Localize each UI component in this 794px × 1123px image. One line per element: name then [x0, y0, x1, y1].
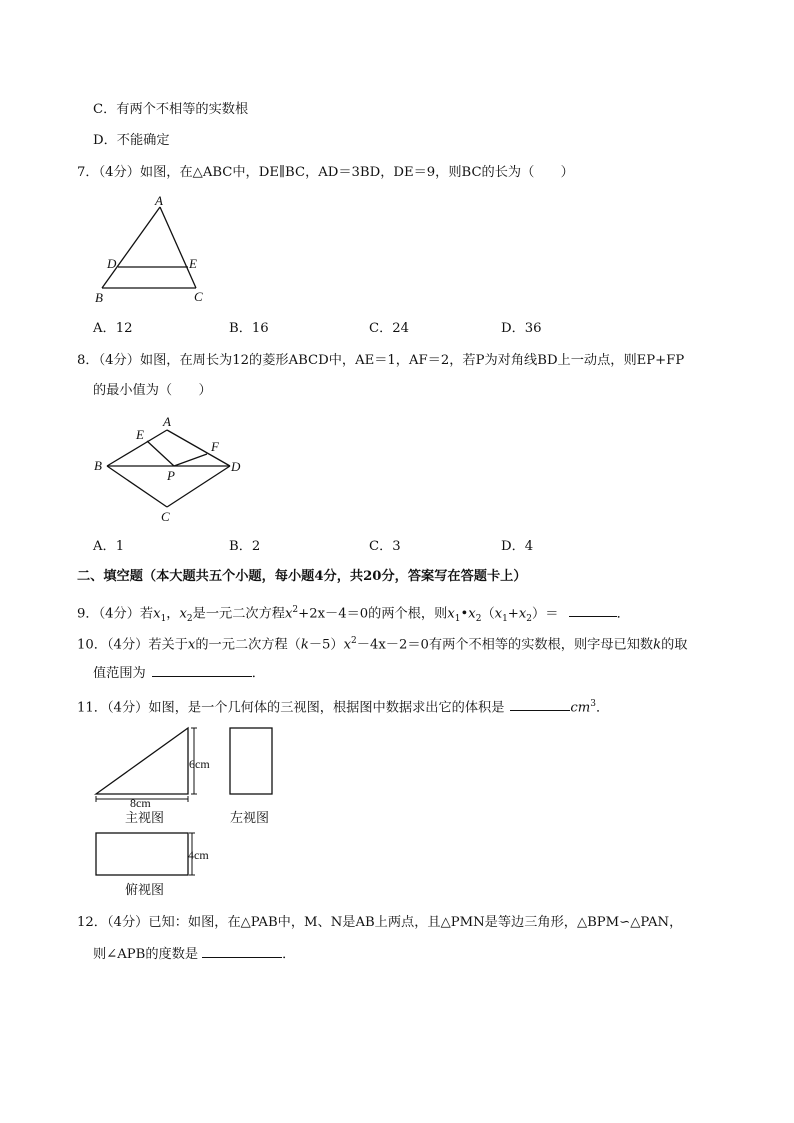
q7-option-b[interactable]: B．16 [229, 321, 269, 336]
q7-option-a[interactable]: A．12 [93, 321, 133, 336]
q6-option-c: C．有两个不相等的实数根 [93, 102, 249, 117]
q7-option-d[interactable]: D．36 [501, 321, 542, 336]
q11-three-view-figure [90, 722, 290, 882]
section2-title: 二、填空题（本大题共五个小题，每小题4分，共20分，答案写在答题卡上） [77, 569, 527, 584]
q11-height-label: 6cm [189, 757, 210, 771]
q11-caption-left: 左视图 [230, 811, 270, 826]
q8-option-d[interactable]: D．4 [501, 539, 534, 554]
q6-option-d: D．不能确定 [93, 133, 170, 148]
q11-width-label: 8cm [130, 796, 151, 810]
q7-label-d: D [107, 256, 117, 271]
q8-option-b[interactable]: B．2 [229, 539, 261, 554]
q12-answer-blank[interactable] [202, 945, 282, 958]
q8-label-c: C [161, 509, 170, 524]
q8-side-bc [107, 466, 167, 507]
q12-stem-line2: 则∠APB的度数是 ． [93, 947, 296, 962]
q11-left-view-rect [230, 728, 272, 794]
q10-answer-blank[interactable] [152, 664, 252, 677]
q8-segment-ep [147, 441, 174, 466]
q8-stem-line1: 8．（4分）如图，在周长为12的菱形ABCD中，AE＝1，AF＝2，若P为对角线BD上一动点，则EP+FP [77, 353, 685, 368]
q7-side-ab [102, 207, 160, 288]
q11-stem: 11．（4分）如图，是一个几何体的三视图，根据图中数据求出它的体积是 $cm^3$． [77, 699, 610, 716]
q7-label-a: A [155, 193, 163, 208]
q7-option-c[interactable]: C．24 [369, 321, 410, 336]
q11-front-view-triangle [96, 728, 188, 794]
q8-stem-line2: 的最小值为（ ） [93, 383, 212, 398]
q8-segment-fp [174, 454, 207, 466]
q7-side-ac [160, 207, 196, 288]
q9-stem: 9．（4分）若$x_1$，$x_2$是一元二次方程$x^2+2x-4=0$的两个根，则$x_1•x_2(x_1+x_2)=$ ． [77, 605, 630, 625]
q11-top-view-rect [96, 833, 188, 875]
q8-label-b: B [94, 458, 102, 473]
q7-label-c: C [194, 289, 203, 304]
q11-depth-label: 4cm [188, 848, 209, 862]
q12-stem-line1: 12．（4分）已知：如图，在△PAB中，M、N是AB上两点，且△PMN是等边三角形，△BPM∽△PAN， [77, 915, 683, 930]
q7-triangle-figure [90, 192, 220, 307]
q8-label-d: D [231, 459, 241, 474]
q11-caption-front: 主视图 [125, 811, 165, 826]
q8-side-cd [167, 466, 230, 507]
q7-label-e: E [189, 256, 197, 271]
q9-answer-blank[interactable] [569, 604, 617, 617]
q7-label-b: B [95, 290, 103, 305]
q11-caption-top: 俯视图 [125, 883, 165, 898]
q8-rhombus-figure [90, 410, 250, 530]
q8-option-c[interactable]: C．3 [369, 539, 401, 554]
q8-label-p: P [167, 468, 175, 483]
q11-answer-blank[interactable] [510, 698, 570, 711]
q8-label-f: F [211, 439, 219, 454]
q8-option-a[interactable]: A．1 [93, 539, 125, 554]
q8-label-a: A [163, 414, 171, 429]
q7-stem: 7．（4分）如图，在△ABC中，DE∥BC，AD＝3BD，DE＝9，则BC的长为（ ） [77, 165, 574, 180]
q10-stem-line1: 10．（4分）若关于x的一元二次方程$(k-5)x^2-4x-2=0$有两个不相等的实数根，则字母已知数k的取 [77, 636, 688, 653]
q8-label-e: E [136, 427, 144, 442]
q8-side-ad [167, 430, 230, 466]
q10-stem-line2: 值范围为 ． [93, 666, 265, 681]
